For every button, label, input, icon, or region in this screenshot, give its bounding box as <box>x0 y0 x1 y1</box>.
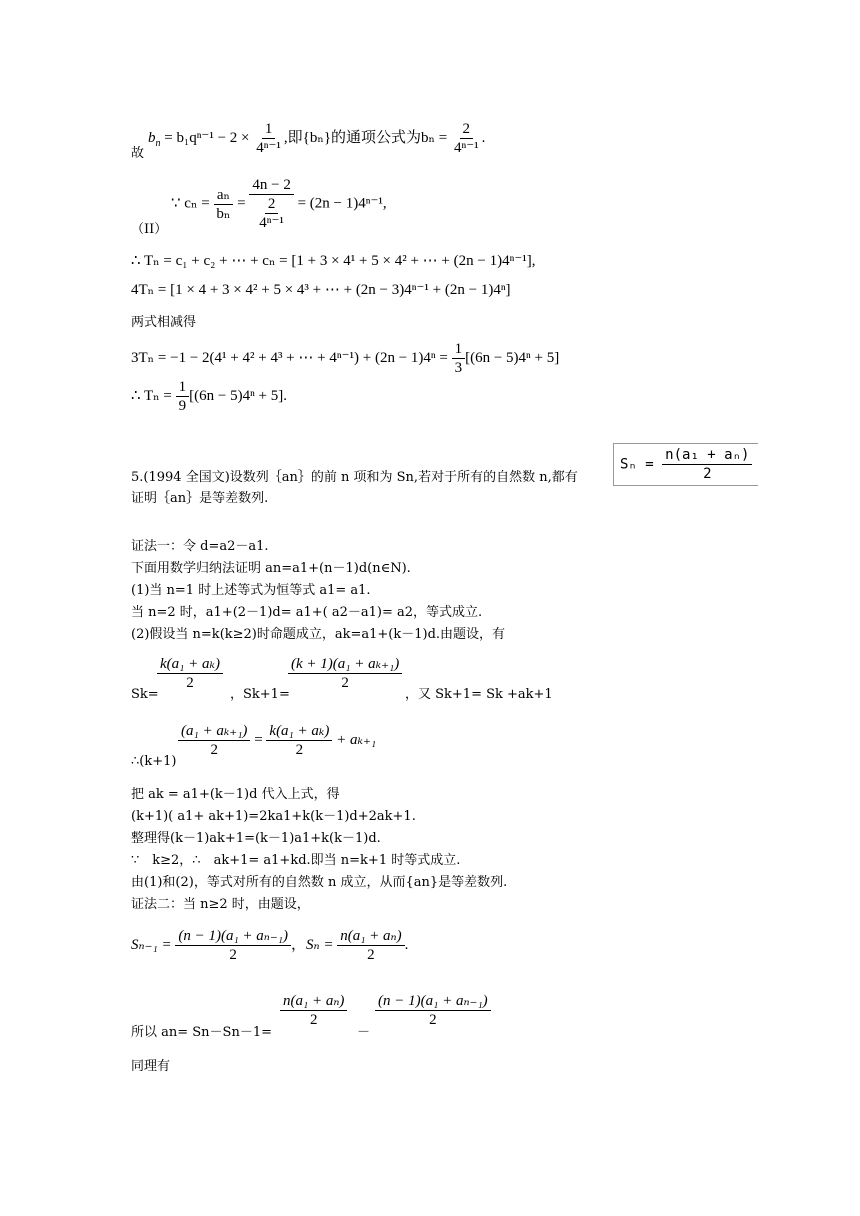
sn-definitions: Sₙ₋₁ = $\frac{\text{(n − 1)(a₁ + aₙ₋₁)}}{2}$ ，Sₙ = $\frac{\text{n(a₁ + aₙ)}}{2}$ . <box>131 928 409 963</box>
bn-symbol: b <box>148 129 156 146</box>
k1-equation: $\frac{\text{(a₁ + aₖ₊₁)}}{2}$ = $\frac{\text{k(a₁ + aₖ)}}{2}$ + aₖ₊₁ <box>178 722 376 759</box>
proof1-line-6: 把 ak = a1+(k－1)d 代入上式，得 <box>131 787 340 802</box>
proof2-title: 证法二：当 n≥2 时，由题设， <box>131 897 310 912</box>
question-5-goal: 证明｛an｝是等差数列. <box>131 491 269 506</box>
proof1-line-3: (1)当 n=1 时上述等式为恒等式 a1= a1. <box>131 583 371 598</box>
proof1-line-2: 下面用数学归纳法证明 an=a1+(n－1)d(n∈N). <box>131 561 411 576</box>
tn-final-line: ∴ Tₙ = $\frac{1}{9}$ [(6n − 5)4ⁿ + 5]. <box>131 379 288 414</box>
bn-fraction-2: $\frac{2}{\text{4ⁿ⁻¹}}$ <box>453 121 479 156</box>
an-minus: － <box>357 1025 371 1040</box>
bn-formula-rest: = b₁qⁿ⁻¹ − 2 × <box>160 129 254 146</box>
proof1-line-9: ∵ k≥2，∴ ak+1= a1+kd.即当 n=k+1 时等式成立. <box>131 853 461 868</box>
cn-formula: ∵ cₙ = $\frac{\text{aₙ}}{\text{bₙ}}$ = $\frac{4n - 2}{\frac{2}{\text{4ⁿ⁻¹}}}$ = (2n − 1)4ⁿ⁻¹, <box>171 177 387 231</box>
proof1-line-10: 由(1)和(2)，等式对所有的自然数 n 成立，从而{an}是等差数列. <box>131 875 508 890</box>
bn-middle: ,即{bₙ}的通项公式为bₙ = <box>283 129 451 146</box>
tn3-fraction: $\frac{1}{3}$ <box>452 340 466 377</box>
sk1-label: ，Sk+1= <box>230 687 290 702</box>
question-5-formula: Sₙ = $\frac{\text{n(a₁ + aₙ)}}{2}$ <box>613 443 758 486</box>
part-ii-label: （II） <box>131 222 168 237</box>
an-fraction-2: $\frac{\text{(n − 1)(a₁ + aₙ₋₁)}}{2}$ <box>375 992 491 1029</box>
proof1-title: 证法一：令 d=a2－a1. <box>131 539 269 554</box>
proof1-line-5: (2)假设当 n=k(k≥2)时命题成立，ak=a1+(k－1)d.由题设，有 <box>131 627 506 642</box>
sk-fraction: $\frac{\text{k(a₁ + aₖ)}}{2}$ <box>157 655 223 692</box>
question-5-text: 5.(1994 全国文)设数列｛an｝的前 n 项和为 Sn,若对于所有的自然数 n,都有 <box>131 470 578 485</box>
subtract-label: 两式相减得 <box>131 315 197 330</box>
bn-fraction: $\frac{1}{\text{4ⁿ⁻¹}}$ <box>256 121 281 156</box>
gu-label: 故 <box>131 146 145 161</box>
proof1-line-4: 当 n=2 时，a1+(2－1)d= a1+( a2－a1)= a2，等式成立. <box>131 605 483 620</box>
an-fraction-1: $\frac{\text{n(a₁ + aₙ)}}{2}$ <box>280 992 347 1029</box>
cn-fraction-2: $\frac{4n - 2}{\frac{2}{\text{4ⁿ⁻¹}}}$ <box>249 176 293 232</box>
bn-formula: $b_n = b_1q^{n-1} - 2$ × $\frac{1}{\text{4ⁿ⁻¹}}$ ,即{bₙ}的通项公式为bₙ = $\frac{2}{\text{4ⁿ⁻¹}}$ . <box>148 121 486 156</box>
sk1-fraction: $\frac{\text{(k + 1)(a₁ + aₖ₊₁)}}{2}$ <box>288 655 402 692</box>
sk-tail: ，又 Sk+1= Sk +ak+1 <box>405 687 553 702</box>
proof1-line-8: 整理得(k－1)ak+1=(k－1)a1+k(k－1)d. <box>131 831 381 846</box>
tn-final-fraction: $\frac{1}{9}$ <box>176 378 190 415</box>
proof2-line-similarly: 同理有 <box>131 1059 171 1074</box>
tn-sum-line: ∴ Tₙ = c₁ + c₂ + ⋯ + cₙ = [1 + 3 × 4¹ + 5 × 4² + ⋯ + (2n − 1)4ⁿ⁻¹], <box>131 253 536 269</box>
tn3-line: 3Tₙ = −1 − 2(4¹ + 4² + 4³ + ⋯ + 4ⁿ⁻¹) + (2n − 1)4ⁿ = $\frac{1}{3}$ [(6n − 5)4ⁿ + 5] <box>131 341 560 376</box>
proof1-line-7: (k+1)( a1+ ak+1)=2ka1+k(k－1)d+2ak+1. <box>131 809 416 824</box>
tn4-line: 4Tₙ = [1 × 4 + 3 × 4² + 5 × 4³ + ⋯ + (2n − 3)4ⁿ⁻¹ + (2n − 1)4ⁿ] <box>131 282 511 298</box>
an-label: 所以 an= Sn－Sn－1= <box>131 1025 273 1040</box>
k1-label: ∴(k+1) <box>131 754 177 769</box>
cn-fraction-1: $\frac{\text{aₙ}}{\text{bₙ}}$ <box>213 186 233 223</box>
sk-label: Sk= <box>131 687 159 702</box>
